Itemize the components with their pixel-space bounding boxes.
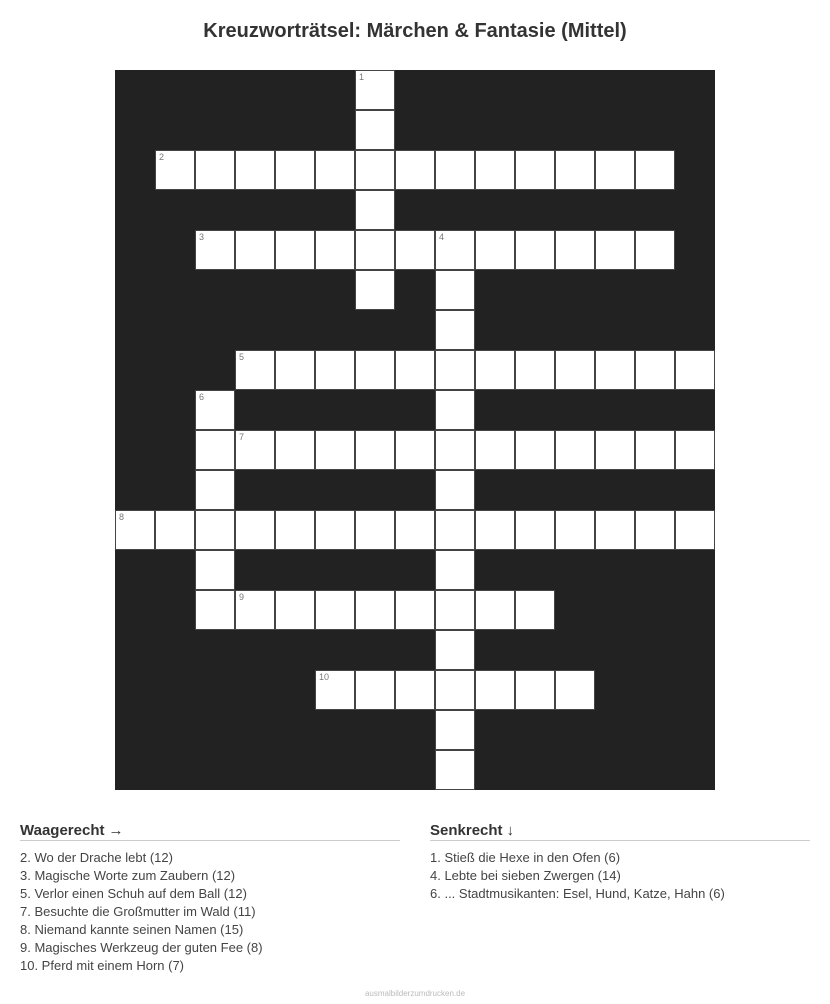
grid-cell[interactable] (355, 190, 395, 230)
grid-cell[interactable] (315, 590, 355, 630)
grid-cell[interactable] (555, 670, 595, 710)
down-clue: 6. ... Stadtmusikanten: Esel, Hund, Katze, Hahn (6) (430, 886, 725, 901)
grid-cell[interactable] (315, 230, 355, 270)
grid-cell[interactable] (395, 590, 435, 630)
grid-cell[interactable] (435, 470, 475, 510)
grid-cell[interactable] (635, 510, 675, 550)
grid-cell[interactable] (195, 430, 235, 470)
grid-cell[interactable] (435, 670, 475, 710)
grid-cell[interactable] (435, 350, 475, 390)
across-clue: 7. Besuchte die Großmutter im Wald (11) (20, 904, 256, 919)
clue-number: 3 (199, 232, 205, 242)
clue-number: 10 (319, 672, 330, 682)
across-heading (20, 822, 400, 841)
grid-cell[interactable] (355, 590, 395, 630)
grid-cell[interactable] (435, 150, 475, 190)
grid-cell[interactable] (235, 510, 275, 550)
grid-cell[interactable] (355, 510, 395, 550)
grid-cell[interactable] (435, 390, 475, 430)
grid-cell[interactable] (275, 150, 315, 190)
grid-cell[interactable] (355, 430, 395, 470)
across-clue: 8. Niemand kannte seinen Namen (15) (20, 922, 244, 937)
grid-cell[interactable] (155, 150, 195, 190)
down-clues-section (430, 822, 810, 903)
grid-cell[interactable] (395, 350, 435, 390)
grid-cell[interactable] (475, 350, 515, 390)
across-clue: 2. Wo der Drache lebt (12) (20, 850, 173, 865)
grid-cell[interactable] (395, 510, 435, 550)
grid-cell[interactable] (515, 230, 555, 270)
down-heading (430, 822, 810, 841)
grid-cell[interactable] (635, 350, 675, 390)
grid-cell[interactable] (475, 230, 515, 270)
grid-cell[interactable] (195, 470, 235, 510)
across-clue: 9. Magisches Werkzeug der guten Fee (8) (20, 940, 263, 955)
grid-cell[interactable] (435, 590, 475, 630)
page-title: Kreuzworträtsel: Märchen & Fantasie (Mittel) (203, 20, 627, 42)
grid-cell[interactable] (395, 230, 435, 270)
grid-cell[interactable] (275, 510, 315, 550)
grid-cell[interactable] (635, 150, 675, 190)
grid-cell[interactable] (515, 430, 555, 470)
grid-cell[interactable] (235, 350, 275, 390)
grid-cell[interactable] (555, 430, 595, 470)
grid-cell[interactable] (515, 510, 555, 550)
clue-number: 4 (439, 232, 445, 242)
down-heading-label: Senkrecht (430, 822, 503, 839)
grid-cell[interactable] (475, 150, 515, 190)
grid-cell[interactable] (235, 430, 275, 470)
grid-cell[interactable] (555, 150, 595, 190)
grid-cell[interactable] (515, 670, 555, 710)
grid-cell[interactable] (235, 150, 275, 190)
clue-number: 2 (159, 152, 165, 162)
grid-cell[interactable] (515, 350, 555, 390)
grid-cell[interactable] (195, 590, 235, 630)
across-clue: 5. Verlor einen Schuh auf dem Ball (12) (20, 886, 247, 901)
grid-cell[interactable] (115, 510, 155, 550)
grid-cell[interactable] (435, 510, 475, 550)
grid-cell[interactable] (355, 230, 395, 270)
grid-cell[interactable] (195, 150, 235, 190)
down-clue: 4. Lebte bei sieben Zwergen (14) (430, 868, 621, 883)
grid-cell[interactable] (595, 350, 635, 390)
grid-cell[interactable] (515, 150, 555, 190)
grid-cell[interactable] (235, 590, 275, 630)
grid-cell[interactable] (595, 430, 635, 470)
grid-cell[interactable] (435, 310, 475, 350)
footer-credit: ausmalbilderzumdrucken.de (364, 989, 466, 998)
grid-cell[interactable] (235, 230, 275, 270)
clue-number: 8 (119, 512, 125, 522)
grid-cell[interactable] (395, 430, 435, 470)
grid-cell[interactable] (355, 270, 395, 310)
grid-cell[interactable] (195, 550, 235, 590)
grid-cell[interactable] (355, 350, 395, 390)
right-arrow-icon: → (108, 822, 124, 839)
clue-number: 1 (359, 72, 365, 82)
down-clue-list (430, 849, 810, 903)
across-heading-label: Waagerecht (20, 822, 105, 839)
grid-cell[interactable] (275, 230, 315, 270)
grid-cell[interactable] (355, 110, 395, 150)
grid-cell[interactable] (435, 750, 475, 790)
grid-cell[interactable] (555, 510, 595, 550)
grid-cell[interactable] (275, 350, 315, 390)
grid-cell[interactable] (475, 430, 515, 470)
grid-cell[interactable] (355, 150, 395, 190)
grid-cell[interactable] (475, 670, 515, 710)
grid-cell[interactable] (155, 510, 195, 550)
grid-cell[interactable] (315, 670, 355, 710)
grid-cell[interactable] (315, 430, 355, 470)
grid-cell[interactable] (675, 430, 715, 470)
grid-cell[interactable] (355, 670, 395, 710)
grid-cell[interactable] (475, 590, 515, 630)
grid-cell[interactable] (435, 230, 475, 270)
grid-cell[interactable] (675, 350, 715, 390)
grid-cell[interactable] (195, 230, 235, 270)
grid-cell[interactable] (675, 510, 715, 550)
grid-cell[interactable] (595, 510, 635, 550)
grid-cell[interactable] (635, 230, 675, 270)
across-clue-list (20, 849, 400, 975)
grid-cell[interactable] (195, 510, 235, 550)
grid-cell[interactable] (475, 510, 515, 550)
grid-cell[interactable] (635, 430, 675, 470)
down-arrow-icon: ↓ (506, 822, 515, 839)
grid-cell[interactable] (595, 230, 635, 270)
down-clue: 1. Stieß die Hexe in den Ofen (6) (430, 850, 621, 865)
clue-number: 6 (199, 392, 205, 402)
grid-cell[interactable] (435, 550, 475, 590)
grid-cell[interactable] (595, 150, 635, 190)
across-clue: 3. Magische Worte zum Zaubern (12) (20, 868, 236, 883)
grid-cell[interactable] (555, 350, 595, 390)
across-clues-section (20, 822, 400, 975)
grid-cell[interactable] (195, 390, 235, 430)
grid-cell[interactable] (315, 350, 355, 390)
crossword-grid (115, 70, 715, 790)
grid-cell[interactable] (315, 150, 355, 190)
grid-cell[interactable] (395, 150, 435, 190)
grid-cell[interactable] (515, 590, 555, 630)
clue-number: 7 (239, 432, 245, 442)
clue-number: 9 (239, 592, 245, 602)
grid-cell[interactable] (355, 70, 395, 110)
grid-cell[interactable] (395, 670, 435, 710)
grid-cell[interactable] (435, 630, 475, 670)
grid-cell[interactable] (435, 710, 475, 750)
grid-cell[interactable] (555, 230, 595, 270)
across-clue: 10. Pferd mit einem Horn (7) (20, 958, 185, 973)
grid-cell[interactable] (435, 270, 475, 310)
grid-cell[interactable] (275, 430, 315, 470)
clue-number: 5 (239, 352, 245, 362)
grid-cell[interactable] (435, 430, 475, 470)
grid-cell[interactable] (315, 510, 355, 550)
grid-cell[interactable] (275, 590, 315, 630)
